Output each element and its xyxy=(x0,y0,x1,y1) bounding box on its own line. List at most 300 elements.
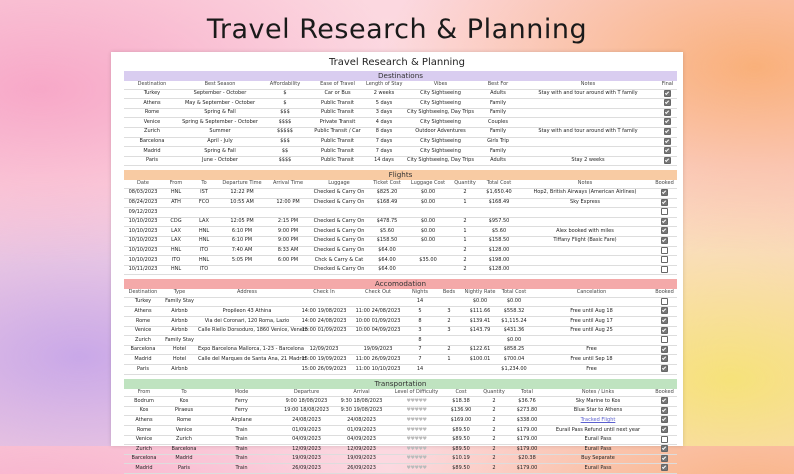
table-cell[interactable]: Via dei Coronari, 120 Roma, Lazio xyxy=(197,317,297,327)
table-cell[interactable]: ITO xyxy=(162,256,190,266)
booked-checkbox[interactable] xyxy=(661,336,668,343)
difficulty-rating[interactable]: ♥♥♥♥♥ xyxy=(389,406,444,416)
booked-checkbox[interactable] xyxy=(661,455,668,462)
table-cell[interactable]: Family xyxy=(478,99,518,109)
final-checkbox[interactable] xyxy=(664,157,671,164)
table-cell[interactable]: 3 days xyxy=(365,108,403,118)
table-cell[interactable]: 08/24/2023 xyxy=(124,198,162,208)
table-cell[interactable]: $89.50 xyxy=(444,435,478,445)
booked-checkbox[interactable] xyxy=(661,317,668,324)
table-cell[interactable] xyxy=(218,265,266,275)
table-cell[interactable]: Tiffany Flight (Basic Fare) xyxy=(518,236,652,246)
table-cell[interactable] xyxy=(531,297,652,307)
table-cell[interactable]: June - October xyxy=(180,156,260,166)
table-cell[interactable]: 6:10 PM xyxy=(218,227,266,237)
table-cell[interactable]: City Sightseeing xyxy=(403,137,478,147)
table-cell[interactable]: $64.00 xyxy=(368,265,406,275)
table-cell[interactable]: HNL xyxy=(162,246,190,256)
table-cell[interactable]: Paris xyxy=(124,156,180,166)
table-cell[interactable]: 7:40 AM xyxy=(218,246,266,256)
table-cell[interactable]: $0.00 xyxy=(406,217,450,227)
table-cell[interactable]: 8 xyxy=(405,336,435,346)
table-cell[interactable]: 7 xyxy=(405,355,435,365)
table-cell[interactable]: Bodrum xyxy=(124,397,164,407)
table-cell[interactable]: $0.00 xyxy=(497,336,531,346)
table-cell[interactable]: 2 xyxy=(435,317,463,327)
table-cell[interactable]: Zurich xyxy=(164,435,204,445)
table-cell[interactable]: Athens xyxy=(124,307,162,317)
table-cell[interactable]: Rome xyxy=(124,426,164,436)
table-cell[interactable]: 12:22 PM xyxy=(218,188,266,198)
table-cell[interactable] xyxy=(266,188,310,198)
table-cell[interactable]: Adults xyxy=(478,156,518,166)
table-cell[interactable] xyxy=(197,297,297,307)
table-cell[interactable]: Free xyxy=(531,365,652,375)
table-cell[interactable]: 12/09/2023 xyxy=(279,445,334,455)
table-cell[interactable]: Checked & Carry On xyxy=(310,198,368,208)
table-cell[interactable]: Free xyxy=(531,345,652,355)
table-cell[interactable]: 10:55 AM xyxy=(218,198,266,208)
table-cell[interactable]: $139.41 xyxy=(463,317,497,327)
table-cell[interactable]: $558.32 xyxy=(497,307,531,317)
table-cell[interactable]: $168.49 xyxy=(480,198,518,208)
booked-checkbox[interactable] xyxy=(661,355,668,362)
table-cell[interactable]: Venice xyxy=(124,435,164,445)
table-cell[interactable]: Family xyxy=(478,127,518,137)
table-cell[interactable]: $10.19 xyxy=(444,454,478,464)
table-cell[interactable]: $111.66 xyxy=(463,307,497,317)
table-cell[interactable]: 1 xyxy=(450,236,480,246)
table-cell[interactable]: 2 xyxy=(450,217,480,227)
table-cell[interactable]: Stay with and tour around with T family xyxy=(518,89,658,99)
booked-checkbox[interactable] xyxy=(661,365,668,372)
table-cell[interactable]: Piraeus xyxy=(164,406,204,416)
table-cell[interactable] xyxy=(297,336,351,346)
table-cell[interactable] xyxy=(368,208,406,218)
table-cell[interactable]: Expo Barcelona Mallorca, 1-23 - Barcelona xyxy=(197,345,297,355)
table-cell[interactable]: 2 xyxy=(478,397,510,407)
table-cell[interactable]: $5.60 xyxy=(368,227,406,237)
difficulty-rating[interactable]: ♥♥♥♥♥ xyxy=(389,454,444,464)
table-cell[interactable] xyxy=(351,297,405,307)
table-cell[interactable]: 19/09/2023 xyxy=(351,345,405,355)
table-cell[interactable]: Free until Sep 18 xyxy=(531,355,652,365)
table-cell[interactable]: Kos xyxy=(124,406,164,416)
table-cell[interactable]: Sky Marine to Kos xyxy=(544,397,652,407)
table-cell[interactable]: Spring & September - October xyxy=(180,118,260,128)
table-cell[interactable]: Public Transit xyxy=(310,108,365,118)
table-cell[interactable]: $1,115.24 xyxy=(497,317,531,327)
final-checkbox[interactable] xyxy=(664,109,671,116)
table-cell[interactable]: $0.00 xyxy=(406,198,450,208)
table-cell[interactable]: City Sightseeing xyxy=(403,89,478,99)
table-cell[interactable]: 9:00 PM xyxy=(266,227,310,237)
table-cell[interactable]: 14 xyxy=(405,297,435,307)
table-cell[interactable]: September - October xyxy=(180,89,260,99)
table-cell[interactable]: $858.25 xyxy=(497,345,531,355)
final-checkbox[interactable] xyxy=(664,90,671,97)
table-cell[interactable] xyxy=(450,208,480,218)
table-cell[interactable]: Checked & Carry On xyxy=(310,236,368,246)
table-cell[interactable]: 10/10/2023 xyxy=(124,236,162,246)
table-cell[interactable] xyxy=(310,208,368,218)
difficulty-rating[interactable]: ♥♥♥♥♥ xyxy=(389,426,444,436)
table-cell[interactable]: 5:05 PM xyxy=(218,256,266,266)
table-cell[interactable]: Eurail Pass xyxy=(544,445,652,455)
table-cell[interactable]: $158.50 xyxy=(368,236,406,246)
table-cell[interactable]: 24/08/2023 xyxy=(279,416,334,426)
table-cell[interactable] xyxy=(463,365,497,375)
table-cell[interactable]: $18.38 xyxy=(444,397,478,407)
table-cell[interactable]: 7 days xyxy=(365,147,403,157)
table-cell[interactable]: $122.61 xyxy=(463,345,497,355)
table-cell[interactable]: Madrid xyxy=(124,355,162,365)
table-cell[interactable]: HNL xyxy=(162,265,190,275)
table-cell[interactable]: 09/12/2023 xyxy=(124,208,162,218)
table-cell[interactable]: 19/09/2023 xyxy=(279,454,334,464)
table-cell[interactable]: $957.50 xyxy=(480,217,518,227)
table-cell[interactable]: 2 xyxy=(478,454,510,464)
table-cell[interactable]: $273.80 xyxy=(510,406,544,416)
booked-checkbox[interactable] xyxy=(661,256,668,263)
difficulty-rating[interactable]: ♥♥♥♥♥ xyxy=(389,464,444,474)
table-cell[interactable]: ITO xyxy=(190,246,218,256)
booked-checkbox[interactable] xyxy=(661,247,668,254)
table-cell[interactable]: Train xyxy=(204,464,279,474)
table-cell[interactable]: Spring & Fall xyxy=(180,147,260,157)
table-cell[interactable]: FCO xyxy=(190,198,218,208)
table-cell[interactable]: 11:00 24/08/2023 xyxy=(351,307,405,317)
table-cell[interactable]: $64.00 xyxy=(368,246,406,256)
table-cell[interactable]: Checked & Carry On xyxy=(310,188,368,198)
table-cell[interactable] xyxy=(266,265,310,275)
table-cell[interactable]: Train xyxy=(204,435,279,445)
table-cell[interactable]: 10:00 04/09/2023 xyxy=(351,326,405,336)
final-checkbox[interactable] xyxy=(664,147,671,154)
table-cell[interactable]: 2 xyxy=(478,416,510,426)
table-cell[interactable]: Hotel xyxy=(162,355,197,365)
table-cell[interactable] xyxy=(518,147,658,157)
table-cell[interactable]: Paris xyxy=(164,464,204,474)
table-cell[interactable]: Blue Star to Athens xyxy=(544,406,652,416)
table-cell[interactable]: $$$$ xyxy=(260,156,310,166)
table-cell[interactable]: IST xyxy=(190,188,218,198)
table-cell[interactable]: Family xyxy=(478,147,518,157)
table-cell[interactable]: $198.00 xyxy=(480,256,518,266)
table-cell[interactable]: 15:00 19/09/2023 xyxy=(297,355,351,365)
table-cell[interactable]: 14:00 24/08/2023 xyxy=(297,317,351,327)
table-cell[interactable]: $$$ xyxy=(260,108,310,118)
booked-checkbox[interactable] xyxy=(661,416,668,423)
difficulty-rating[interactable]: ♥♥♥♥♥ xyxy=(389,445,444,455)
table-cell[interactable]: City Sightseeing, Day Trips xyxy=(403,156,478,166)
table-cell[interactable]: $169.00 xyxy=(444,416,478,426)
table-cell[interactable]: Ferry xyxy=(204,397,279,407)
table-cell[interactable]: 2 xyxy=(478,464,510,474)
table-cell[interactable]: $64.00 xyxy=(368,256,406,266)
table-cell[interactable]: 01/09/2023 xyxy=(279,426,334,436)
table-cell[interactable]: Checked & Carry On xyxy=(310,265,368,275)
final-checkbox[interactable] xyxy=(664,99,671,106)
table-cell[interactable]: 12:00 PM xyxy=(266,198,310,208)
table-cell[interactable]: 8 days xyxy=(365,127,403,137)
table-cell[interactable]: 2 xyxy=(435,345,463,355)
table-cell[interactable]: Turkey xyxy=(124,297,162,307)
table-cell[interactable]: Girls Trip xyxy=(478,137,518,147)
table-cell[interactable]: $825.20 xyxy=(368,188,406,198)
booked-checkbox[interactable] xyxy=(661,237,668,244)
table-cell[interactable] xyxy=(435,297,463,307)
table-cell[interactable]: Public Transit xyxy=(310,137,365,147)
table-cell[interactable]: Checked & Carry On xyxy=(310,217,368,227)
table-cell[interactable]: $0.00 xyxy=(463,297,497,307)
table-cell[interactable]: Zurich xyxy=(124,445,164,455)
table-cell[interactable]: 4 days xyxy=(365,118,403,128)
table-cell[interactable]: Rome xyxy=(124,317,162,327)
table-cell[interactable] xyxy=(518,256,652,266)
table-cell[interactable]: 6:00 PM xyxy=(266,256,310,266)
table-cell[interactable]: 04/09/2023 xyxy=(279,435,334,445)
table-cell[interactable]: 7 days xyxy=(365,137,403,147)
table-cell[interactable]: 10:00 01/09/2023 xyxy=(351,317,405,327)
table-cell[interactable]: Summer xyxy=(180,127,260,137)
table-cell[interactable]: Free until Aug 25 xyxy=(531,326,652,336)
table-cell[interactable]: Eurail Pass xyxy=(544,464,652,474)
table-cell[interactable]: HNL xyxy=(162,188,190,198)
table-cell[interactable]: 5 xyxy=(405,307,435,317)
table-cell[interactable]: Propileon 43 Athina xyxy=(197,307,297,317)
booked-checkbox[interactable] xyxy=(661,327,668,334)
table-cell[interactable]: 3 xyxy=(435,307,463,317)
table-cell[interactable]: Free until Aug 18 xyxy=(531,307,652,317)
table-cell[interactable]: 3 xyxy=(435,326,463,336)
table-cell[interactable]: $1,650.40 xyxy=(480,188,518,198)
table-cell[interactable]: 15:00 01/09/2023 xyxy=(297,326,351,336)
table-cell[interactable]: City Sightseeing xyxy=(403,118,478,128)
table-cell[interactable]: 14 days xyxy=(365,156,403,166)
table-cell[interactable]: 2 xyxy=(478,435,510,445)
table-cell[interactable]: Eurail Pass Refund until next year xyxy=(544,426,652,436)
booked-checkbox[interactable] xyxy=(661,307,668,314)
table-cell[interactable]: 1 xyxy=(435,355,463,365)
table-cell[interactable]: $0.00 xyxy=(406,227,450,237)
table-cell[interactable] xyxy=(518,246,652,256)
table-cell[interactable]: Spring & Fall xyxy=(180,108,260,118)
table-cell[interactable]: $431.36 xyxy=(497,326,531,336)
table-cell[interactable]: Eurail Pass xyxy=(544,435,652,445)
table-cell[interactable]: Hotel xyxy=(162,345,197,355)
table-cell[interactable]: 26/09/2023 xyxy=(334,464,389,474)
table-cell[interactable]: 04/09/2023 xyxy=(334,435,389,445)
table-cell[interactable]: $$$$ xyxy=(260,118,310,128)
booked-checkbox[interactable] xyxy=(661,189,668,196)
table-cell[interactable]: Free until Aug 17 xyxy=(531,317,652,327)
table-cell[interactable]: $20.38 xyxy=(510,454,544,464)
booked-checkbox[interactable] xyxy=(661,346,668,353)
table-cell[interactable] xyxy=(190,208,218,218)
table-cell[interactable]: Buy Separate xyxy=(544,454,652,464)
table-cell[interactable] xyxy=(518,265,652,275)
table-cell[interactable]: 2 xyxy=(478,406,510,416)
table-cell[interactable]: $89.50 xyxy=(444,464,478,474)
table-cell[interactable] xyxy=(518,108,658,118)
table-cell[interactable] xyxy=(518,137,658,147)
table-cell[interactable]: Madrid xyxy=(124,147,180,157)
table-cell[interactable]: Outdoor Adventures xyxy=(403,127,478,137)
table-cell[interactable]: $179.00 xyxy=(510,426,544,436)
table-cell[interactable]: City Sightseeing xyxy=(403,147,478,157)
table-cell[interactable]: Private Transit xyxy=(310,118,365,128)
table-cell[interactable]: ATH xyxy=(162,198,190,208)
table-cell[interactable]: 2 xyxy=(450,188,480,198)
table-cell[interactable]: 9:30 18/08/2023 xyxy=(334,397,389,407)
table-cell[interactable]: Zurich xyxy=(124,336,162,346)
table-cell[interactable]: Train xyxy=(204,454,279,464)
table-cell[interactable]: LAX xyxy=(162,236,190,246)
table-cell[interactable]: Family Stay xyxy=(162,297,197,307)
table-cell[interactable]: Barcelona xyxy=(124,137,180,147)
table-cell[interactable] xyxy=(162,208,190,218)
table-cell[interactable]: 10/11/2023 xyxy=(124,265,162,275)
table-cell[interactable]: Madrid xyxy=(124,464,164,474)
table-cell[interactable]: 9:30 19/08/2023 xyxy=(334,406,389,416)
booked-checkbox[interactable] xyxy=(661,436,668,443)
table-cell[interactable]: $168.49 xyxy=(368,198,406,208)
table-cell[interactable]: Rome xyxy=(124,108,180,118)
table-cell[interactable] xyxy=(197,336,297,346)
table-cell[interactable]: CDG xyxy=(162,217,190,227)
table-cell[interactable]: LAX xyxy=(190,217,218,227)
table-cell[interactable]: Athens xyxy=(124,99,180,109)
table-cell[interactable]: Chck & Carry & Cat xyxy=(310,256,368,266)
booked-checkbox[interactable] xyxy=(661,227,668,234)
table-cell[interactable]: $$ xyxy=(260,147,310,157)
table-cell[interactable]: 8 xyxy=(405,317,435,327)
table-cell[interactable]: 2 xyxy=(450,246,480,256)
table-cell[interactable] xyxy=(406,208,450,218)
table-cell[interactable] xyxy=(480,208,518,218)
table-cell[interactable]: Public Transit / Car xyxy=(310,127,365,137)
table-cell[interactable]: 14:00 19/08/2023 xyxy=(297,307,351,317)
booked-checkbox[interactable] xyxy=(661,298,668,305)
table-cell[interactable]: 1 xyxy=(450,198,480,208)
table-cell[interactable]: 12:05 PM xyxy=(218,217,266,227)
table-cell[interactable]: 14 xyxy=(405,365,435,375)
table-cell[interactable]: LAX xyxy=(162,227,190,237)
table-cell[interactable] xyxy=(518,208,652,218)
table-cell[interactable]: Airbnb xyxy=(162,365,197,375)
table-cell[interactable]: 9:00 PM xyxy=(266,236,310,246)
table-cell[interactable]: $0.00 xyxy=(406,188,450,198)
booked-checkbox[interactable] xyxy=(661,464,668,471)
table-cell[interactable]: $478.75 xyxy=(368,217,406,227)
table-cell[interactable]: 2:15 PM xyxy=(266,217,310,227)
table-cell[interactable]: Venice xyxy=(164,426,204,436)
table-cell[interactable]: $36.76 xyxy=(510,397,544,407)
table-cell[interactable] xyxy=(463,336,497,346)
table-cell[interactable]: 8:33 AM xyxy=(266,246,310,256)
difficulty-rating[interactable]: ♥♥♥♥♥ xyxy=(389,435,444,445)
table-cell[interactable]: Barcelona xyxy=(124,454,164,464)
booked-checkbox[interactable] xyxy=(661,445,668,452)
table-cell[interactable]: $89.50 xyxy=(444,445,478,455)
table-cell[interactable]: Ferry xyxy=(204,406,279,416)
table-cell[interactable]: ITO xyxy=(190,265,218,275)
table-cell[interactable]: Zurich xyxy=(124,127,180,137)
table-cell[interactable]: Adults xyxy=(478,89,518,99)
table-cell[interactable]: 6:10 PM xyxy=(218,236,266,246)
table-cell[interactable]: $$$$$ xyxy=(260,127,310,137)
booked-checkbox[interactable] xyxy=(661,208,668,215)
table-cell[interactable] xyxy=(435,336,463,346)
table-cell[interactable]: $89.50 xyxy=(444,426,478,436)
table-cell[interactable]: 2 xyxy=(450,256,480,266)
table-cell[interactable]: 10/10/2023 xyxy=(124,217,162,227)
table-cell[interactable]: $128.00 xyxy=(480,246,518,256)
table-cell[interactable]: $338.00 xyxy=(510,416,544,426)
table-cell[interactable]: Barcelona xyxy=(164,445,204,455)
table-cell[interactable]: HNL xyxy=(190,256,218,266)
booked-checkbox[interactable] xyxy=(661,199,668,206)
table-cell[interactable]: 24/08/2023 xyxy=(334,416,389,426)
table-cell[interactable]: 15:00 26/09/2023 xyxy=(297,365,351,375)
table-cell[interactable]: Public Transit xyxy=(310,99,365,109)
table-cell[interactable]: 12/09/2023 xyxy=(297,345,351,355)
table-cell[interactable]: 7 xyxy=(405,345,435,355)
table-cell[interactable] xyxy=(197,365,297,375)
booked-checkbox[interactable] xyxy=(661,407,668,414)
table-cell[interactable]: Train xyxy=(204,445,279,455)
table-cell[interactable]: $35.00 xyxy=(406,256,450,266)
table-cell[interactable]: City Sightseeing, Day Trips xyxy=(403,108,478,118)
table-cell[interactable]: $ xyxy=(260,99,310,109)
table-cell[interactable]: $158.50 xyxy=(480,236,518,246)
table-cell[interactable]: Family xyxy=(478,108,518,118)
table-cell[interactable]: Public Transit xyxy=(310,156,365,166)
table-cell[interactable]: HNL xyxy=(190,236,218,246)
table-cell[interactable]: Checked & Carry On xyxy=(310,227,368,237)
table-cell[interactable] xyxy=(435,365,463,375)
table-cell[interactable]: $5.60 xyxy=(480,227,518,237)
table-cell[interactable]: 19/09/2023 xyxy=(334,454,389,464)
table-cell[interactable]: $179.00 xyxy=(510,445,544,455)
table-cell[interactable]: Family Stay xyxy=(162,336,197,346)
difficulty-rating[interactable]: ♥♥♥♥♥ xyxy=(389,416,444,426)
table-cell[interactable]: Kos xyxy=(164,397,204,407)
table-cell[interactable]: Couples xyxy=(478,118,518,128)
final-checkbox[interactable] xyxy=(664,118,671,125)
table-cell[interactable]: 2 xyxy=(478,426,510,436)
table-cell[interactable]: $136.90 xyxy=(444,406,478,416)
table-cell[interactable] xyxy=(406,246,450,256)
table-cell[interactable]: Athens xyxy=(124,416,164,426)
table-cell[interactable]: $1,234.00 xyxy=(497,365,531,375)
table-cell[interactable]: Venice xyxy=(124,118,180,128)
table-cell[interactable]: $143.79 xyxy=(463,326,497,336)
table-cell[interactable]: $128.00 xyxy=(480,265,518,275)
table-cell[interactable]: 5 days xyxy=(365,99,403,109)
table-cell[interactable]: Calle del Marques de Santa Ana, 21 Madrid xyxy=(197,355,297,365)
table-cell[interactable]: 11:00 26/09/2023 xyxy=(351,355,405,365)
table-cell[interactable]: Calle Riello Dorsoduro, 1860 Venice, Veneto xyxy=(197,326,297,336)
table-cell[interactable]: $ xyxy=(260,89,310,99)
table-cell[interactable] xyxy=(518,118,658,128)
table-cell[interactable]: Rome xyxy=(164,416,204,426)
table-cell[interactable]: Train xyxy=(204,426,279,436)
booked-checkbox[interactable] xyxy=(661,397,668,404)
table-cell[interactable]: 10/10/2023 xyxy=(124,246,162,256)
table-cell[interactable]: $179.00 xyxy=(510,435,544,445)
